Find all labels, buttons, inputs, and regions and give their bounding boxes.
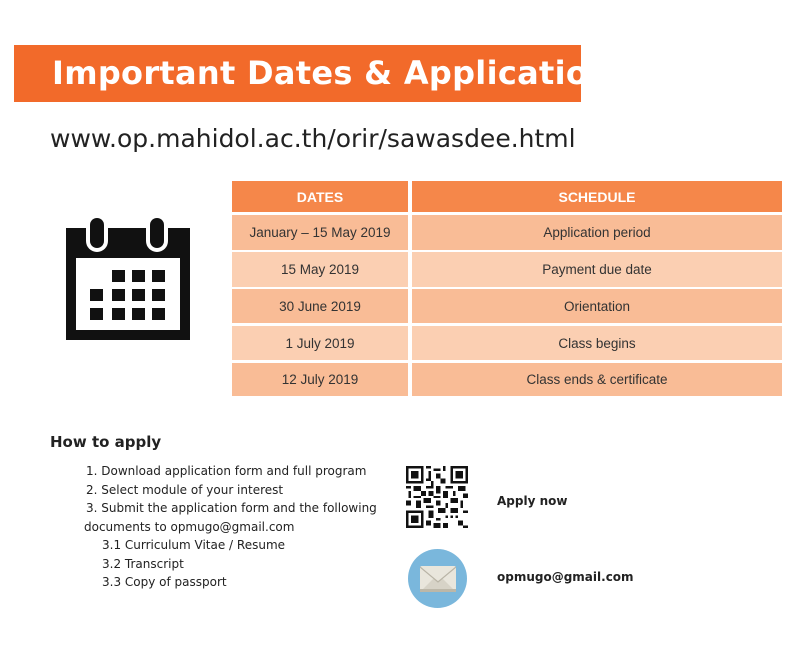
title-banner [14, 45, 612, 102]
row-date: 30 June 2019 [232, 289, 408, 323]
row-event: Class ends & certificate [412, 363, 782, 396]
table-row [232, 326, 782, 360]
row-event: Payment due date [412, 252, 782, 287]
table-row [232, 252, 782, 287]
email-address[interactable]: opmugo@gmail.com [497, 570, 634, 584]
header-schedule: SCHEDULE [412, 181, 782, 212]
website-url[interactable]: www.op.mahidol.ac.th/orir/sawasdee.html [50, 124, 576, 153]
table-row [232, 363, 782, 396]
row-date: 12 July 2019 [232, 363, 408, 396]
step-item: documents to opmugo@gmail.com [84, 520, 295, 534]
page-title: Important Dates & Application [52, 54, 612, 92]
how-to-apply-heading: How to apply [50, 433, 162, 451]
row-date: January – 15 May 2019 [232, 215, 408, 250]
step-item: 1. Download application form and full program [86, 464, 367, 478]
table-row [232, 215, 782, 250]
row-event: Orientation [412, 289, 782, 323]
row-event: Application period [412, 215, 782, 250]
table-header-row [232, 181, 782, 212]
email-button[interactable] [408, 549, 467, 608]
apply-now-label[interactable]: Apply now [497, 494, 568, 508]
qr-code-icon[interactable] [406, 466, 468, 528]
step-item: 2. Select module of your interest [86, 483, 284, 497]
row-date: 15 May 2019 [232, 252, 408, 287]
step-item: 3. Submit the application form and the following [86, 501, 377, 515]
envelope-icon [420, 566, 456, 592]
step-subitem: 3.1 Curriculum Vitae / Resume [102, 538, 286, 552]
table-row [232, 289, 782, 323]
step-subitem: 3.2 Transcript [102, 557, 184, 571]
row-date: 1 July 2019 [232, 326, 408, 360]
header-dates: DATES [232, 181, 408, 212]
step-subitem: 3.3 Copy of passport [102, 575, 227, 589]
row-event: Class begins [412, 326, 782, 360]
calendar-icon [66, 214, 190, 340]
